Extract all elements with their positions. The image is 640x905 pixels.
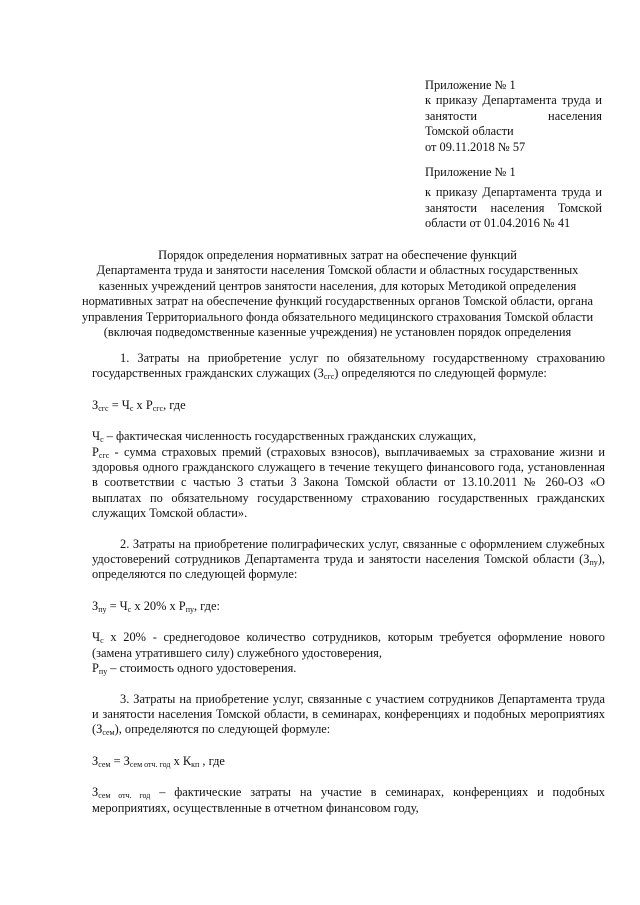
document-title <box>70 248 605 340</box>
section-2-definition-cost: $Р_{пу}$ – стоимость одного удостоверения. <box>92 661 297 677</box>
appendix-title: Приложение № 1 <box>425 165 516 179</box>
title-line: (включая подведомственные казенные учреждения) не установлен порядок определения <box>103 325 572 340</box>
section-3-paragraph: 3. Затраты на приобретение услуг, связанные с участием сотрудников Департамента труда и занятости населения Томской области, в семинарах, конференциях и подобных мероприятиях $(З_{сем})$, определяются по следующей формуле: <box>92 691 605 738</box>
appendix-region: Томской области <box>425 124 514 139</box>
title-line: казенных учреждений центров занятости населения, для которых Методикой определения <box>98 278 577 293</box>
appendix-title: Приложение № 1 <box>425 78 516 92</box>
appendix-order-ref: к приказу Департамента труда и занятости населения Томской области от 01.04.2016 № 41 <box>425 185 602 231</box>
section-1-definition-premium: $P_{сгс}$ - сумма страховых премий (страховых взносов), выплачиваемых за страхование жизни и здоровья одного гражданского служащего в течение текущего финансового года, установленная в соответствии с частью 3 статьи 3 Закона Томской области от 13.10.2011 № 260-ОЗ «О выплатах по обязательному государственному страхованию государственных гражданских служащих Томской области». <box>92 444 605 521</box>
title-line: Порядок определения нормативных затрат на обеспечение функций <box>158 248 517 262</box>
section-3-definition-actual-costs: $З_{сем отч. год}$ – фактические затраты на участие в семинарах, конференциях и подобных мероприятиях, осуществленные в отчетном финансовом году, <box>92 785 605 815</box>
appendix-order-ref: к приказу Департамента труда и занятости населения <box>425 93 602 123</box>
section-3-formula: $З_{сем} = З_{сем отч. год}$ x $К_{кп}$ , где <box>92 753 225 769</box>
title-line: Департамента труда и занятости населения Томской области и областных государственных <box>96 263 579 278</box>
document-body <box>92 351 605 816</box>
appendix-date-number: от 09.11.2018 № 57 <box>425 139 526 154</box>
appendix-block-original <box>425 165 602 232</box>
section-1-formula: $З_{сгс} = Ч_с$ x $P_{сгс}$, где <box>92 397 186 413</box>
title-line: нормативных затрат на обеспечение функций государственных органов Томской области, органа <box>81 294 594 309</box>
section-1-paragraph: 1. Затраты на приобретение услуг по обязательному государственному страхованию государственных гражданских служащих $(З_{сгс})$ определяются по следующей формуле: <box>92 351 605 382</box>
title-line: управления Территориального фонда обязательного медицинского страхования Томской области <box>81 309 594 324</box>
section-2-paragraph: 2. Затраты на приобретение полиграфических услуг, связанные с оформлением служебных удостоверений сотрудников Департамента труда и занятости населения Томской области $(З_{пу})$, определяются по следующей формуле: <box>92 536 605 582</box>
section-1-definition-headcount: $Ч_с$ – фактическая численность государственных гражданских служащих, <box>92 429 477 445</box>
appendix-block-current <box>425 78 602 155</box>
section-2-formula: $З_{пу} = Ч_с$ x 20% x $Р_{пу}$, где: <box>92 598 220 614</box>
section-2-definition-employees: $Ч_с$ x 20% - среднегодовое количество сотрудников, которым требуется оформление нового (замена утратившего силу) служебного удостоверения, <box>92 630 605 660</box>
